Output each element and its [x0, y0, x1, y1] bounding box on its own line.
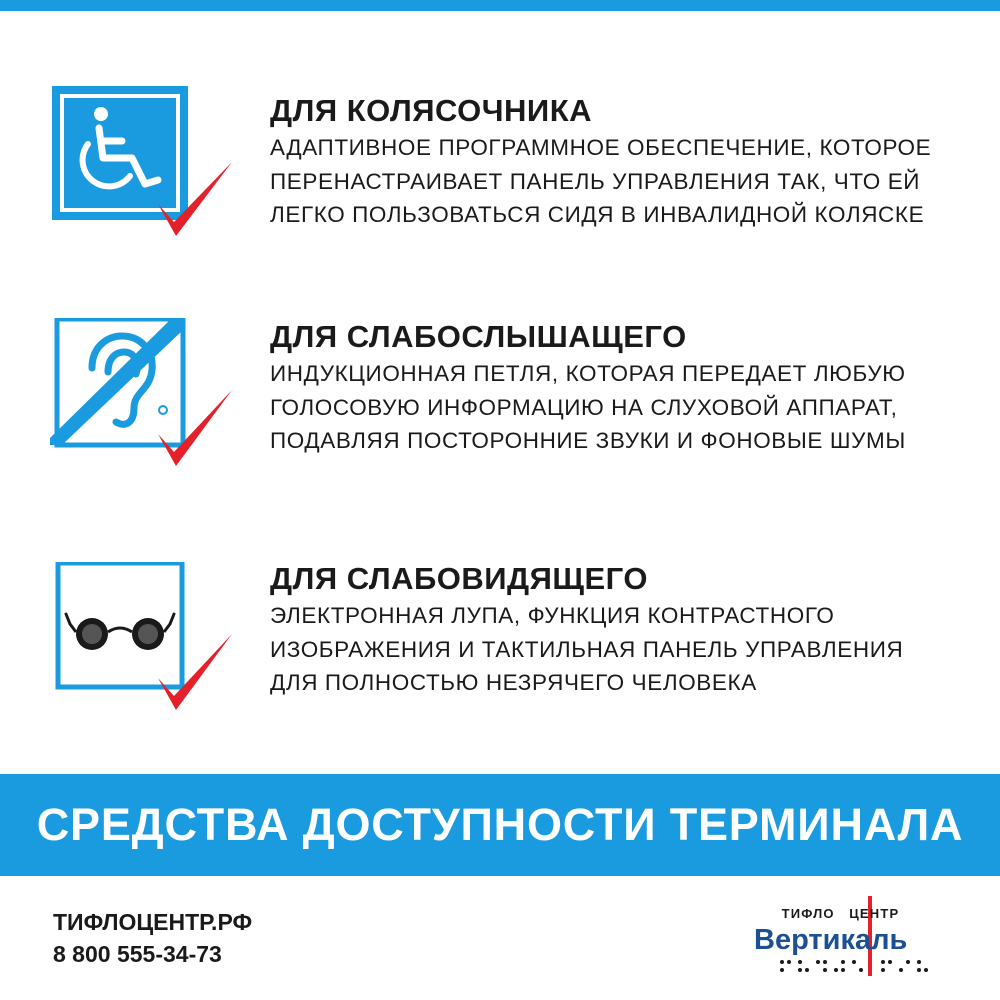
title-banner [0, 774, 1000, 876]
logo-top-text: ТИФЛО ЦЕНТР [781, 906, 900, 921]
feature-description: АДАПТИВНОЕ ПРОГРАММНОЕ ОБЕСПЕЧЕНИЕ, КОТОРОЕ ПЕРЕНАСТРАИВАЕТ ПАНЕЛЬ УПРАВЛЕНИЯ ТАК, ЧТО ЕЙ ЛЕГКО ПОЛЬЗОВАТЬСЯ СИДЯ В ИНВАЛИДНОЙ КОЛЯСКЕ [270, 135, 932, 227]
feature-title: ДЛЯ КОЛЯСОЧНИКА [270, 93, 593, 128]
feature-title: ДЛЯ СЛАБОВИДЯЩЕГО [270, 561, 648, 596]
feature-title: ДЛЯ СЛАБОСЛЫШАЩЕГО [270, 319, 687, 354]
feature-description: ЭЛЕКТРОННАЯ ЛУПА, ФУНКЦИЯ КОНТРАСТНОГО ИЗОБРАЖЕНИЯ И ТАКТИЛЬНАЯ ПАНЕЛЬ УПРАВЛЕНИЯ ДЛЯ ПОЛНОСТЬЮ НЕЗРЯЧЕГО ЧЕЛОВЕКА [270, 603, 904, 695]
top-accent-bar [0, 0, 1000, 11]
banner-title: СРЕДСТВА ДОСТУПНОСТИ ТЕРМИНАЛА [36, 799, 964, 850]
hearing-sign [50, 318, 240, 478]
tiflocentr-vertikal-logo [748, 896, 953, 978]
vision-sign [50, 562, 240, 722]
website-link[interactable]: ТИФЛОЦЕНТР.РФ [53, 909, 253, 935]
wheelchair-sign [50, 86, 240, 246]
logo-main-text: Вертикаль [754, 924, 908, 956]
phone-number[interactable]: 8 800 555-34-73 [53, 941, 222, 967]
contact-info [53, 906, 252, 970]
braille-dots-icon [778, 958, 943, 976]
feature-description: ИНДУКЦИОННАЯ ПЕТЛЯ, КОТОРАЯ ПЕРЕДАЕТ ЛЮБУЮ ГОЛОСОВУЮ ИНФОРМАЦИЮ НА СЛУХОВОЙ АППАРАТ, ПОДАВЛЯЯ ПОСТОРОННИЕ ЗВУКИ И ФОНОВЫЕ ШУМЫ [270, 361, 906, 453]
